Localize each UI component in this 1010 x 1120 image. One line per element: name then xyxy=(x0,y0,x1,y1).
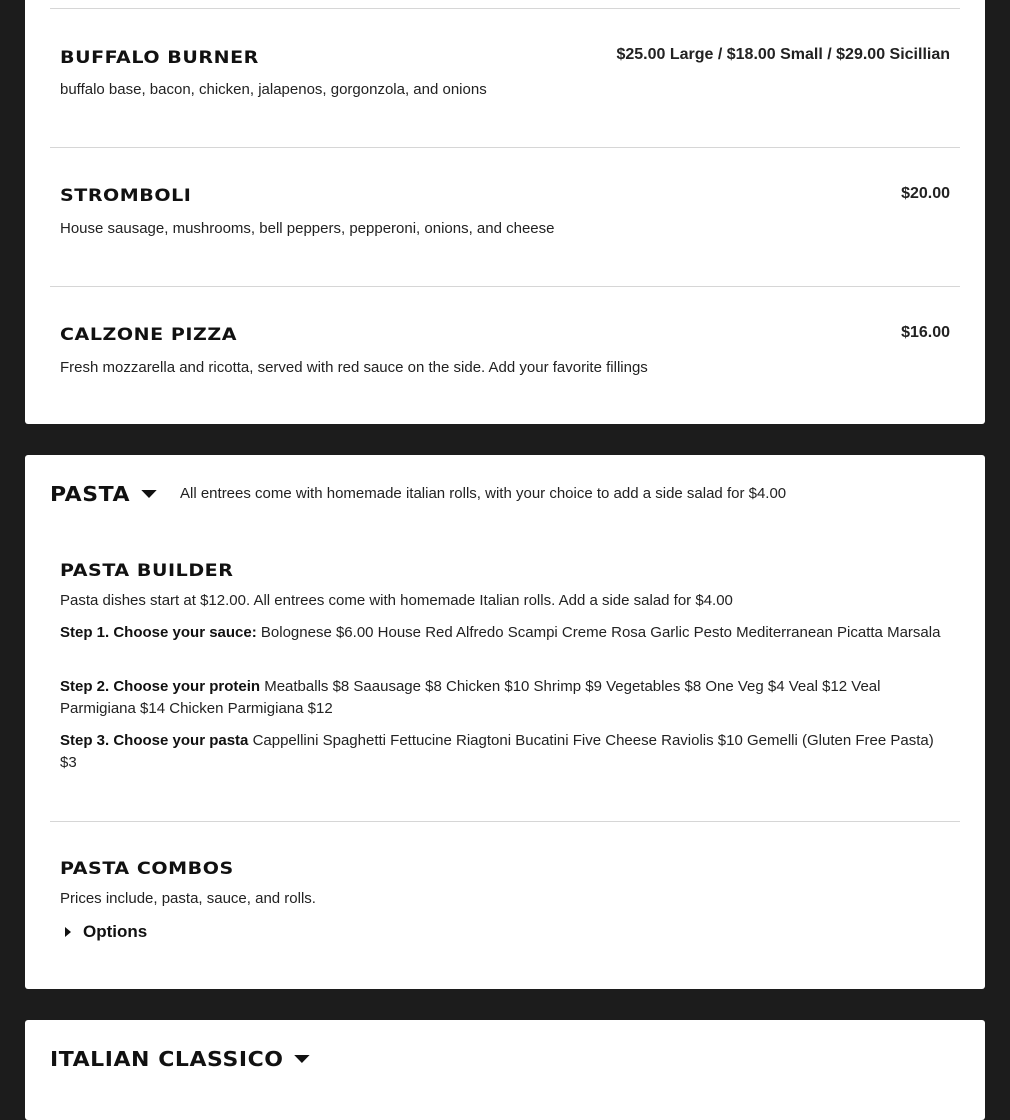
pasta-section-panel xyxy=(25,455,985,989)
options-toggle[interactable] xyxy=(65,922,147,942)
pasta-section-toggle[interactable] xyxy=(50,482,156,506)
pasta-step-3 xyxy=(60,730,950,774)
item-price: $16.00 xyxy=(901,324,950,341)
item-description: House sausage, mushrooms, bell peppers, pepperoni, onions, and cheese xyxy=(60,220,555,237)
caret-down-icon[interactable] xyxy=(295,1055,310,1063)
italian-classico-section-panel xyxy=(25,1020,985,1120)
pasta-step-2 xyxy=(60,676,950,720)
item-title: BUFFALO BURNER xyxy=(60,48,259,68)
pasta-step-1 xyxy=(60,622,950,644)
pizza-items-panel xyxy=(25,0,985,424)
divider xyxy=(50,8,960,9)
caret-down-icon[interactable] xyxy=(141,490,156,498)
options-label: Options xyxy=(83,922,148,941)
section-note: All entrees come with homemade italian rolls, with your choice to add a side salad for $4.00 xyxy=(180,485,787,502)
item-description: Prices include, pasta, sauce, and rolls. xyxy=(60,890,316,907)
divider xyxy=(50,286,960,287)
step-text: Bolognese $6.00 House Red Alfredo Scampi Creme Rosa Garlic Pesto Mediterranean Picatta Marsala xyxy=(260,624,941,641)
item-description: buffalo base, bacon, chicken, jalapenos, gorgonzola, and onions xyxy=(60,81,487,98)
step-label: Step 2. Choose your protein xyxy=(60,678,261,695)
item-title: STROMBOLI xyxy=(60,186,192,206)
step-label: Step 1. Choose your sauce: xyxy=(60,624,257,641)
step-label: Step 3. Choose your pasta xyxy=(60,732,249,749)
item-price: $25.00 Large / $18.00 Small / $29.00 Sicillian xyxy=(616,46,950,63)
section-title: ITALIAN CLASSICO xyxy=(50,1047,284,1071)
item-title: PASTA BUILDER xyxy=(60,561,234,581)
item-title: CALZONE PIZZA xyxy=(60,325,238,345)
item-title: PASTA COMBOS xyxy=(60,859,234,879)
item-price: $20.00 xyxy=(901,185,950,202)
step-text: Meatballs $8 Saausage $8 Chicken $10 Shrimp $9 Vegetables $8 One Veg $4 Veal $12 Veal Parmigiana $14 Chicken Parmigiana $12 xyxy=(60,678,881,717)
item-description: Pasta dishes start at $12.00. All entrees come with homemade Italian rolls. Add a side salad for $4.00 xyxy=(60,592,733,609)
divider xyxy=(50,147,960,148)
divider xyxy=(50,821,960,822)
italian-classico-section-toggle[interactable] xyxy=(50,1047,310,1071)
step-text: Cappellini Spaghetti Fettucine Riagtoni Bucatini Five Cheese Raviolis $10 Gemelli (Gluten Free Pasta) $3 xyxy=(60,732,934,771)
item-description: Fresh mozzarella and ricotta, served with red sauce on the side. Add your favorite fillings xyxy=(60,359,648,376)
section-title: PASTA xyxy=(50,482,131,506)
caret-right-icon[interactable] xyxy=(65,927,71,937)
